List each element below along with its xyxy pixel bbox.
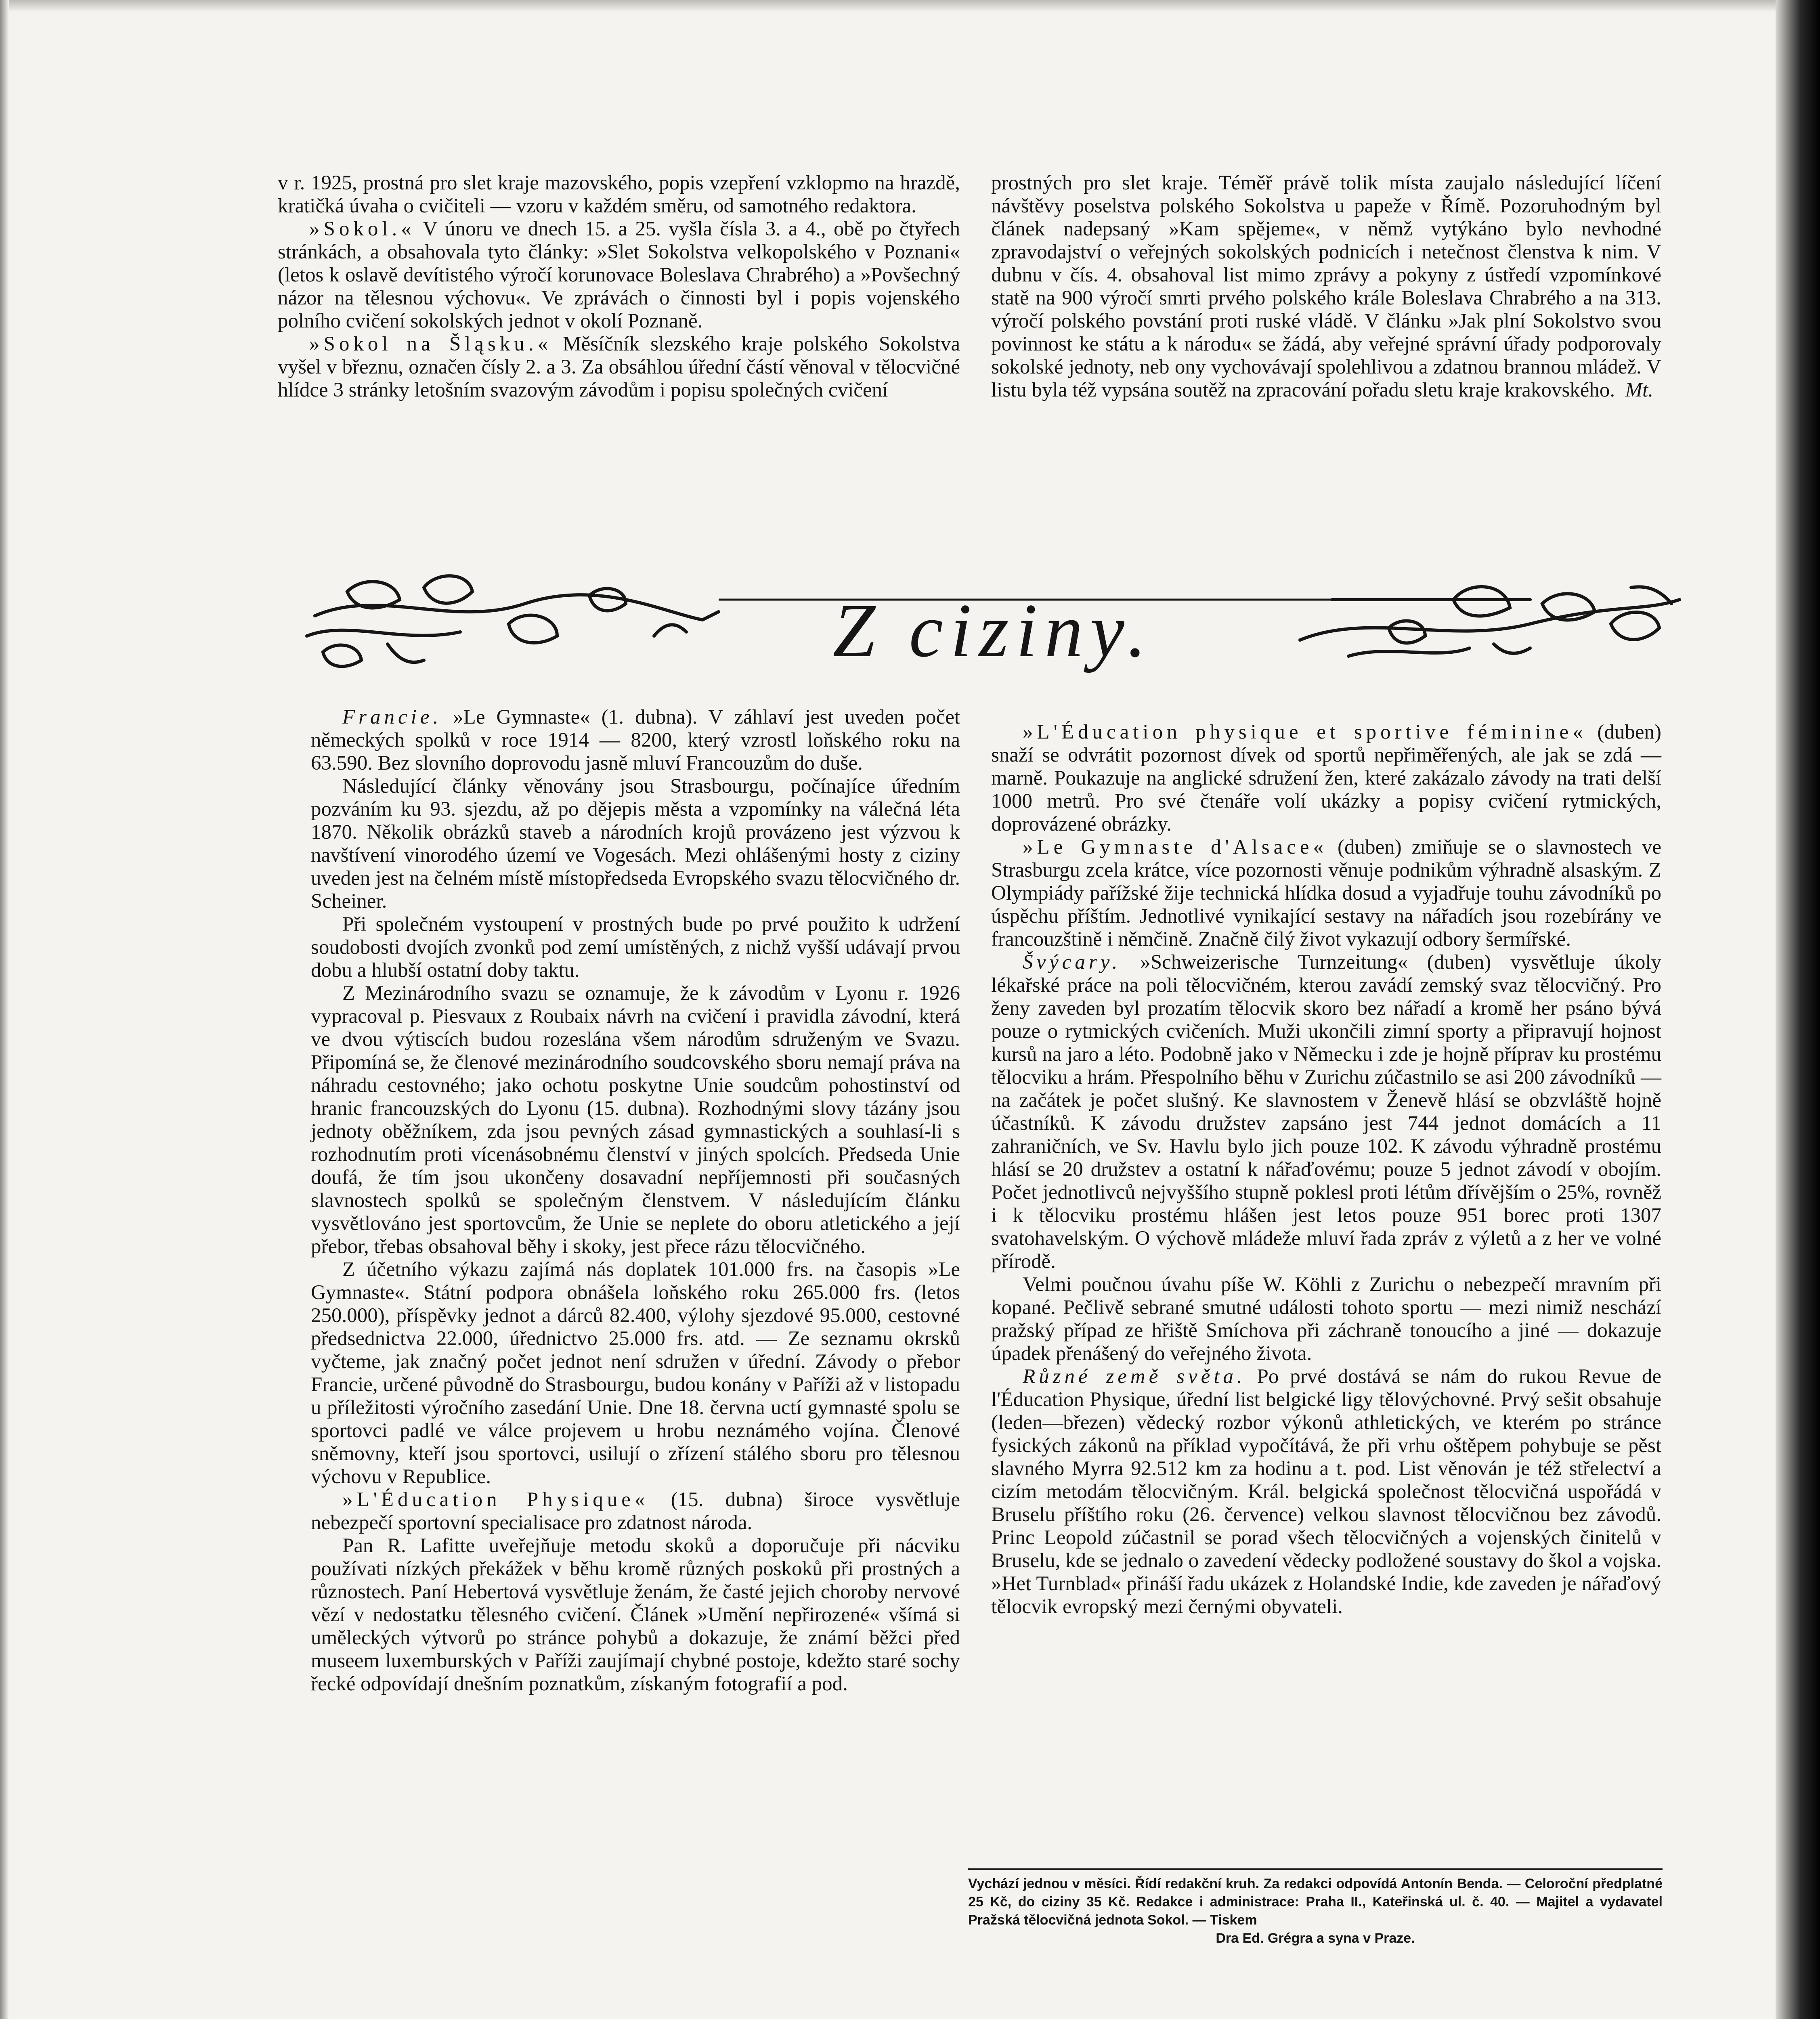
paragraph: Při společném vystoupení v prostných bude po prvé použito k udržení soudobosti dvojích zvonků pod zemí umístěných, z nichž vyšší udávají prvou dobu a hlubší ostatní doby taktu. — [311, 913, 960, 982]
periodical-name: »Le Gymnaste d'Alsace« — [1023, 836, 1328, 858]
paragraph: Následující články věnovány jsou Strasbourgu, počínajíce úředním pozváním ku 93. sjezdu, až po dějepis města a vzpomínky na válečná léta 1870. Několik obrázků staveb a národních krojů provázeno jest výzvou k navštívení vinorodého území ve Vogesách. Mezi ohlášenými hosty z ciziny uveden jest na čelném místě místopředseda Evropského svazu tělocvičného dr. Scheiner. — [311, 775, 960, 913]
paragraph-text: (15. dubna) široce vysvětluje nebezpečí sportovní specialisace pro zdatnost národa. — [311, 1488, 960, 1534]
country-heading: Různé země světa. — [1023, 1365, 1246, 1388]
periodical-name: »L'Éducation Physique« — [342, 1488, 649, 1511]
paragraph — [991, 172, 1661, 402]
paragraph-francie — [311, 706, 960, 775]
paragraph — [991, 721, 1661, 836]
section-banner — [299, 563, 1688, 680]
paragraph — [278, 333, 960, 402]
periodical-name: »Sokol.« — [309, 218, 415, 240]
paragraph: Z účetního výkazu zajímá nás doplatek 101.000 frs. na časopis »Le Gymnaste«. Státní podpora obnášela loňského roku 265.000 frs. (letos 250.000), příspěvky jednot a dárců 82.400, výlohy sjezdové 95.000, cestovné předsednictva 22.000, úřednictvo 25.000 frs. atd. — Ze seznamu okrsků vyčteme, jak značný počet jednot není sdružen v úřední. Závody o přebor Francie, určené původně do Strasbourgu, budou konány v Paříži až v listopadu u příležitosti výročního zasedání Unie. Dne 18. června uctí gymnasté spolu se sportovci padlé ve válce projevem u hrobu neznámého vojína. Členové sněmovny, kteří jsou sportovci, usilují o zřízení stálého sboru pro tělesnou výchovu v Republice. — [311, 1258, 960, 1488]
paragraph — [991, 836, 1661, 951]
vine-ornament-left — [307, 576, 719, 666]
scan-left-edge — [0, 0, 9, 2019]
paragraph: v r. 1925, prostná pro slet kraje mazovského, popis vzepření vzklopmo na hrazdě, kratičká úvaha o cvičiteli — vzoru v každém směru, od samotného redaktora. — [278, 172, 960, 217]
country-heading: Francie. — [342, 706, 442, 728]
imprint-text: Vychází jednou v měsíci. Řídí redakční kruh. Za redakci odpovídá Antonín Benda. — Celoroční předplatné 25 Kč, do ciziny 35 Kč. Redakce i administrace: Praha II., Kateřinská ul. č. 40. — Majitel a vydavatel Pražská tělocvičná jednota Sokol. — Tiskem — [968, 1876, 1663, 1928]
right-column — [991, 721, 1661, 1618]
paragraph-text: »Le Gymnaste« (1. dubna). V záhlaví jest uveden počet německých spolků v roce 1914 — 8200, který vzrostl loňského roku na 63.590. Bez slovního doprovodu jasně mluví Francouzům do duše. — [311, 706, 960, 774]
paragraph: Pan R. Lafitte uveřejňuje metodu skoků a doporučuje při nácviku používati nízkých překážek v běhu kromě různých poskoků při prostných a různostech. Paní Hebertová vysvětluje ženám, že časté jejich choroby nervové vězí v nedostatku tělesného cvičení. Článek »Umění nepřirozené« všímá si uměleckých výtvorů po stránce pohybů a dokazuje, že známí běžci před museem luxemburských v Paříži zaujímají chybné postoje, kdežto staré sochy řecké odpovídají dnešním poznatkům, získaným fotografií a pod. — [311, 1534, 960, 1695]
paragraph-text: V únoru ve dnech 15. a 25. vyšla čísla 3. a 4., obě po čtyřech stránkách, a obsahovala tyto články: »Slet Sokolstva velkopolského v Poznani« (letos k oslavě devítistého výročí korunovace Boleslava Chrabrého) a »Povšechný názor na tělesnou výchovu«. Ve zprávách o činnosti byl i popis vojenského polního cvičení sokolských jednot v okolí Poznaně. — [278, 218, 960, 332]
periodical-name: »Sokol na Šląsku.« — [309, 333, 552, 355]
vine-ornament-right — [1300, 587, 1680, 656]
top-right-column — [991, 172, 1661, 402]
paragraph-text: (duben) zmiňuje se o slavnostech ve Strasburgu zcela krátce, více pozornosti věnuje podnikům výhradně alsaským. Z Olympiády pařížské žije technická hlídka dosud a vyjadřuje touhu závodníků po úspěchu příštím. Jednotlivé vynikající sestavy na nářadích jsou rozebírány ve francouzštině i němčině. Značně čilý život vykazují odbory šermířské. — [991, 836, 1661, 951]
paragraph-text: Měsíčník slezského kraje polského Sokolstva vyšel v březnu, označen čísly 2. a 3. Za obsáhlou úřední částí věnoval v tělocvičné hlídce 3 stránky letošním svazovým závodům i popisu společných cvičení — [278, 333, 960, 401]
paragraph-ruzne — [991, 1365, 1661, 1618]
paragraph — [311, 1488, 960, 1534]
paragraph: Z Mezinárodního svazu se oznamuje, že k závodům v Lyonu r. 1926 vypracoval p. Piesvaux z Roubaix návrh na cvičení i pravidla závodní, která ve dvou výtiscích budou rozeslána všem národům sdruženým ve Svazu. Připomíná se, že členové mezinárodního soudcovského sboru nemají práva na náhradu cestovného; jako ochotu poskytne Unie soudcům pohostinství od hranic francouzských do Lyonu (15. dubna). Rozhodnými slovy tázány jsou jednoty oběžníkem, zda jsou pevných zásad gymnastických a souhlasí-li s rozhodnutím proti vícenásobnému členství v jiných spolcích. Předseda Unie doufá, že tím jsou ukončeny dosavadní nepříjemnosti při současných slavnostech spolků se společným členstvem. V následujícím článku vysvětlováno jest sportovcům, že Unie se neplete do oboru atletického a její přebor, třebas obsahoval běhy i skoky, jest přece rázu tělocvičného. — [311, 982, 960, 1258]
imprint — [968, 1868, 1663, 1948]
scan-right-edge — [1776, 0, 1820, 2019]
paragraph-text: »Schweizerische Turnzeitung« (duben) vysvětluje úkoly lékařské práce na poli tělocvičném, kterou zavádí zemský svaz tělocvičný. Pro ženy zaveden byl prozatím tělocvik skoro bez nářadí a kromě her psáno bývá pouze o rytmických cvičeních. Muži ukončili zimní sporty a připravují hojnost kursů na jaro a léto. Podobně jako v Německu i zde je hojně příprav ku prostému tělocviku a hrám. Přespolního běhu v Zurichu zúčastnilo se asi 200 závodníků — na začátek je počet slušný. Ke slavnostem v Ženevě hlásí se obzvláště hojně účastníků. K závodu družstev zapsáno jest 744 jednot domácích a 11 zahraničních, ve Sv. Havlu bylo jich pouze 102. K závodu výhradně prostému hlásí se 20 družstev a ostatní k nářaďovému; pouze 5 jednot závodí v obojím. Počet jednotlivců nejvyššího stupně poklesl proti létům dřívějším o 25%, rovněž i k tělocviku prostému hlášen jest letos pouze 951 borec proti 1307 svatohavelským. O výchově mládeže mluví řada zpráv z výletů a z her ve volné přírodě. — [991, 951, 1661, 1273]
paragraph-svycary — [991, 951, 1661, 1273]
paragraph-text: prostných pro slet kraje. Téměř právě tolik místa zaujalo následující líčení návštěvy poselstva polského Sokolstva u papeže v Římě. Pozoruhodným byl článek nadepsaný »Kam spějeme«, v němž vytýkáno bylo nevhodné zpravodajství o veřejných sokolských podnicích i netečnost členstva k nim. V dubnu v čís. 4. obsahoval list mimo zprávy a pokyny z ústředí vzpomínkové statě na 900 výročí smrti prvého polského krále Boleslava Chrabrého a na 313. výročí polského povstání proti ruské vládě. V článku »Jak plní Sokolstvo svou povinnost ke státu a k národu« se žádá, aby veřejné správní úřady podporovaly sokolské jednoty, neb ony vychovávají spolehlivou a zdatnou brannou mládež. V listu byla též vypsána soutěž na zpracování pořadu sletu kraje krakovského. — [991, 172, 1661, 401]
paragraph — [278, 218, 960, 333]
periodical-name: »L'Éducation physique et sportive féminine« — [1023, 721, 1587, 743]
scan-top-edge — [0, 0, 1820, 12]
paragraph-text: (duben) snaží se odvrátit pozornost dívek od sportů nepřiměřených, ale jak se zdá — marně. Poukazuje na anglické sdružení žen, které zakázalo závody na trati delší 1000 metrů. Pro své čtenáře volí ukázky a popisy cvičení rytmických, doprovázené obrázky. — [991, 721, 1661, 835]
country-heading: Švýcary. — [1023, 951, 1121, 974]
section-title: Z ciziny. — [832, 588, 1154, 673]
left-column — [311, 706, 960, 1696]
top-left-column — [278, 172, 960, 402]
paragraph-text: Po prvé dostává se nám do rukou Revue de l'Éducation Physique, úřední list belgické ligy tělovýchovné. Prvý sešit obsahuje (leden—březen) vědecký rozbor výkonů athletických, ve kterém po stránce fysických zákonů na příklad vypočítává, že při vrhu oštěpem pohybuje se pěst slavného Myrra 92.512 km za hodinu a t. pod. List věnován je též střelectví a cizím metodám tělocvičným. Král. belgická společnost tělocvičná uspořádá v Bruselu příštího roku (26. července) velkou slavnost tělocvičnou bez závodů. Princ Leopold zúčastnil se porad všech tělocvičných a vojenských činitelů v Bruselu, kde se jednalo o zavedení vědecky podložené soustavy do škol a vojska. »Het Turnblad« přináší řadu ukázek z Holandské Indie, kde zaveden je nářaďový tělocvik evropský mezi černými obyvateli. — [991, 1365, 1661, 1618]
imprint-printer: Dra Ed. Grégra a syna v Praze. — [1216, 1931, 1415, 1946]
paragraph: Velmi poučnou úvahu píše W. Köhli z Zurichu o nebezpečí mravním při kopané. Pečlivě sebrané smutné události tohoto sportu — mezi nimiž neschází pražský případ ze hřiště Smíchova při záchraně tonoucího a jiné — dokazuje úpadek přenášený do veřejného života. — [991, 1273, 1661, 1365]
author-signature: Mt. — [1625, 379, 1653, 401]
